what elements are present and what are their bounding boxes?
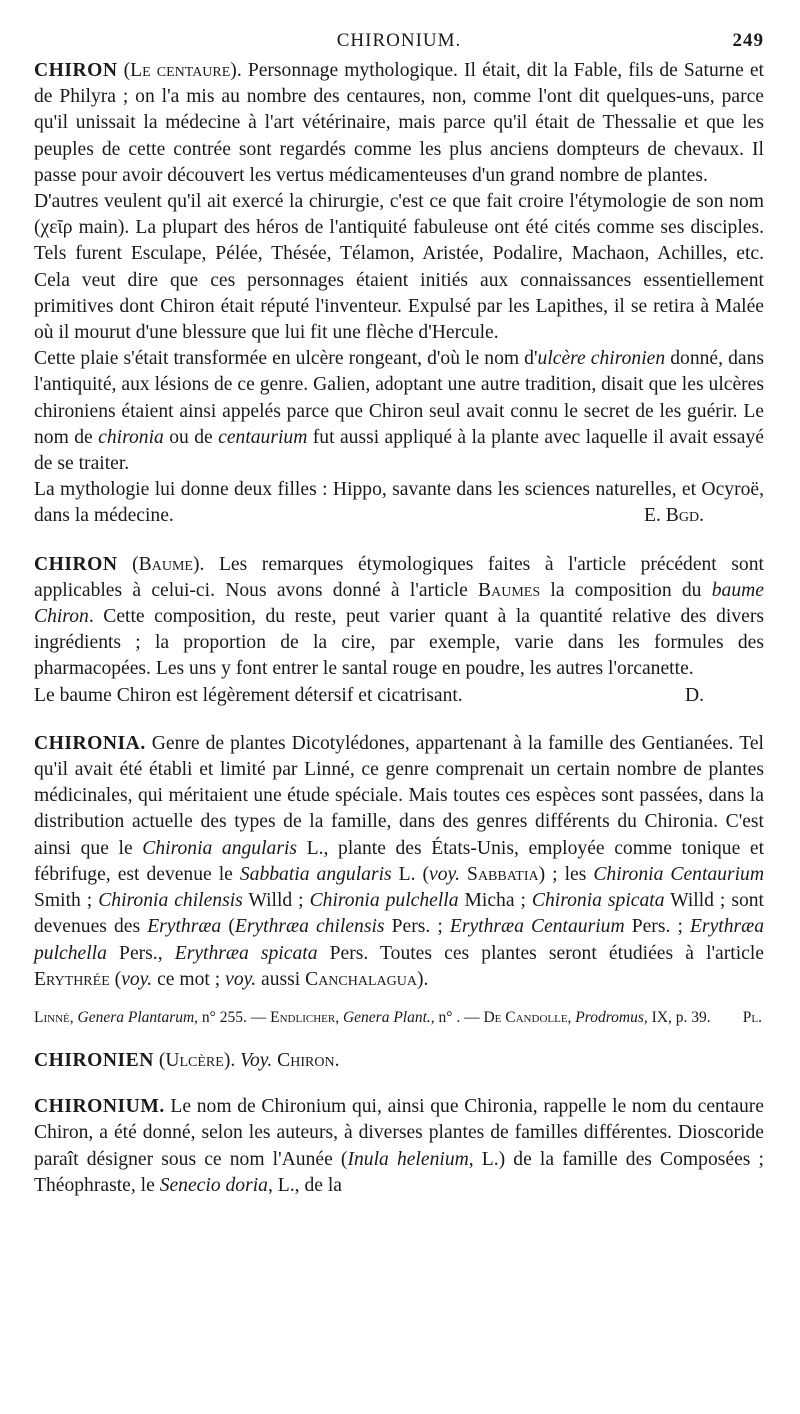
cross-reference: Canchalagua <box>305 968 417 990</box>
biblio-work: Genera Plantarum, <box>73 1008 199 1026</box>
text-run: Smith ; <box>34 890 99 912</box>
article-chironia <box>34 731 764 993</box>
paragraph <box>34 58 764 189</box>
article-chironium <box>34 1094 764 1199</box>
text-run: Pers. Toutes ces plantes seront étudiées à l'article <box>317 942 765 964</box>
text-run: ( <box>109 968 122 990</box>
term: centaurium <box>218 426 308 448</box>
taxon: Erythræa chilensis <box>234 916 385 938</box>
biblio-work: Prodromus, <box>571 1008 648 1026</box>
author-signature: Pl. <box>742 1008 762 1026</box>
paragraph <box>34 1048 764 1074</box>
biblio-work: Genera Plant., <box>339 1008 435 1026</box>
term: ulcère chironien <box>537 348 666 370</box>
text-run: Cette plaie s'était transformée en ulcère rongeant, d'où le nom d' <box>34 348 538 370</box>
text-run: n° . — <box>434 1008 484 1026</box>
text-run: Micha ; <box>458 890 532 912</box>
headword-qualifier: (Ulcère). <box>158 1049 236 1071</box>
text-run: Genre de plantes Dicotylédones, appartenant à la famille des Gentianées. Tel qu'il avait été établi et limité par Linné, ce genre comprenait un certain nombre de plantes médicinales, qui méritaient une étude spéciale. Mais toutes ces espèces sont passées, dans la distribution actuelle des types de la famille, dans des genres différents du Chironia. C'est ainsi que le <box>34 732 764 859</box>
taxon: Erythræa spicata <box>174 942 318 964</box>
biblio-author: De Candolle, <box>483 1008 572 1026</box>
text-run: donné, dans l'antiquité, aux lésions de ce genre. Galien, adoptant une autre tradition, disait que les ulcères chironiens étaient ainsi appelés parce que Chiron seul avait connu le secret de les guérir. Le nom de <box>34 348 764 448</box>
text-run: Willd ; <box>242 890 310 912</box>
text-run: ce mot ; <box>152 968 226 990</box>
cross-reference: Erythrée <box>34 968 110 990</box>
term: chironia <box>98 426 164 448</box>
bibliography <box>34 1007 764 1028</box>
paragraph <box>34 1094 764 1199</box>
term: baume Chiron <box>34 579 764 628</box>
text-run: Les remarques étymologiques faites à l'article précédent sont applicables à celui-ci. Nous avons donné à l'article <box>34 553 764 601</box>
taxon: Chironia spicata <box>531 890 665 912</box>
taxon: Sabbatia angularis <box>239 863 392 885</box>
headword: CHIRONIEN <box>34 1049 154 1071</box>
biblio-author: Endlicher, <box>270 1008 340 1026</box>
headword: CHIRON <box>34 60 118 81</box>
paragraph <box>34 346 764 477</box>
text-run: ) ; les <box>538 863 594 885</box>
taxon: Erythræa <box>147 916 222 938</box>
text-run: Le nom de Chironium qui, ainsi que Chironia, rappelle le nom du centaure Chiron, a été donné, selon les auteurs, à diverses plantes de familles différentes. Dioscoride paraît désigner sous ce nom l'Aunée ( <box>34 1096 764 1170</box>
text-run: ou de <box>163 426 219 448</box>
text-run: ). <box>416 968 429 990</box>
voy: voy. <box>225 968 257 990</box>
paragraph-text: Personnage mythologique. Il était, dit la Fable, fils de Saturne et de Philyra ; on l'a mis au nombre des centaures, non, comme l'ont dit quelques-uns, parce qu'il unissait la médecine à l'art vétérinaire, mais parce qu'il était de Thessalie et que les peuples de cette contrée sont regardés comme les plus anciens dompteurs de chevaux. Il passe pour avoir découvert les vertus médicamenteuses d'un grand nombre de plantes. <box>34 60 764 186</box>
bibliography-text <box>34 1007 764 1028</box>
author-signature: E. Bgd. <box>644 505 704 527</box>
text-run: aussi <box>256 968 306 990</box>
text-run: Pers. ; <box>624 916 690 938</box>
voy: voy. <box>429 863 461 885</box>
headword: CHIRONIUM. <box>34 1096 165 1118</box>
voy: Voy. <box>240 1049 273 1071</box>
text-run: L., plante des États-Unis, employée comme tonique et fébrifuge, est devenue le <box>34 837 765 885</box>
paragraph <box>34 552 764 683</box>
author-signature: D. <box>684 684 704 706</box>
text-run: , L., de la <box>267 1174 342 1196</box>
taxon: Erythræa pulchella <box>34 916 764 964</box>
taxon: Chironia pulchella <box>309 890 459 912</box>
text-run: ( <box>221 916 235 938</box>
paragraph: D'autres veulent qu'il ait exercé la chirurgie, c'est ce que fait croire l'étymologie de son nom (χεῖρ main). La plupart des héros de l'antiquité fabuleuse ont été cités comme ses disciples. Tels furent Esculape, Pélée, Thésée, Télamon, Aristée, Podalire, Machaon, Achilles, etc. Cela veut dire que ces personnages étaient initiés aux connaissances essentiellement primitives dont Chiron était réputé l'inventeur. Expulsé par les Lapithes, il se retira à Malée où il mourut d'une blessure que lui fit une flèche d'Hercule. <box>34 191 764 344</box>
text-run: n° 255. — <box>198 1008 271 1026</box>
paragraph <box>34 683 764 709</box>
cross-reference: Baumes <box>478 579 541 601</box>
headword: CHIRONIA. <box>34 732 146 754</box>
headword-qualifier: (Baume). <box>132 553 205 575</box>
text-run: L. ( <box>391 863 430 885</box>
paragraph <box>34 731 764 993</box>
text-run: la composition du <box>540 579 712 601</box>
taxon: Senecio doria <box>159 1174 268 1196</box>
text-run: Pers., <box>106 942 175 964</box>
text-run: fut aussi appliqué à la plante avec laquelle il avait essayé de se traiter. <box>34 426 764 475</box>
text-run <box>460 864 467 885</box>
cross-reference: Sabbatia <box>467 863 539 885</box>
text-run: Willd ; sont devenues des <box>34 890 764 938</box>
headword-qualifier: (Le centaure). <box>123 60 242 81</box>
text-run: . Cette composition, du reste, peut varier quant à la quantité relative des divers ingrédients ; la proportion de la cire, par exemple, varie dans les formules des pharmacopées. Les uns y font entrer le santal rouge en poudre, les autres l'orcanette. <box>34 606 764 680</box>
taxon: Chironia chilensis <box>98 890 243 912</box>
taxon: Erythræa Centaurium <box>449 916 625 938</box>
taxon: Inula helenium <box>347 1148 469 1170</box>
paragraph <box>34 477 764 529</box>
text-run: Pers. ; <box>384 916 450 938</box>
taxon: Chironia Centaurium <box>593 863 764 885</box>
paragraph-text: La mythologie lui donne deux filles : Hippo, savante dans les sciences naturelles, et Ocyroë, dans la médecine. <box>34 479 764 527</box>
article-chiron-baume <box>34 552 764 709</box>
voy: voy. <box>121 968 153 990</box>
article-chironien <box>34 1048 764 1074</box>
paragraph-text: Le baume Chiron est légèrement détersif et cicatrisant. <box>34 684 463 706</box>
running-head <box>34 30 764 58</box>
headword: CHIRON <box>34 553 118 575</box>
page-number: 249 <box>732 30 764 51</box>
text-run: IX, p. 39. <box>647 1008 711 1026</box>
taxon: Chironia angularis <box>142 837 298 859</box>
article-chiron-centaure <box>34 58 764 530</box>
text-run: , L.) de la famille des Composées ; Théophraste, le <box>34 1148 764 1196</box>
biblio-author: Linné, <box>34 1008 74 1026</box>
cross-reference: Chiron. <box>277 1049 340 1071</box>
running-title: CHIRONIUM. <box>336 30 462 51</box>
